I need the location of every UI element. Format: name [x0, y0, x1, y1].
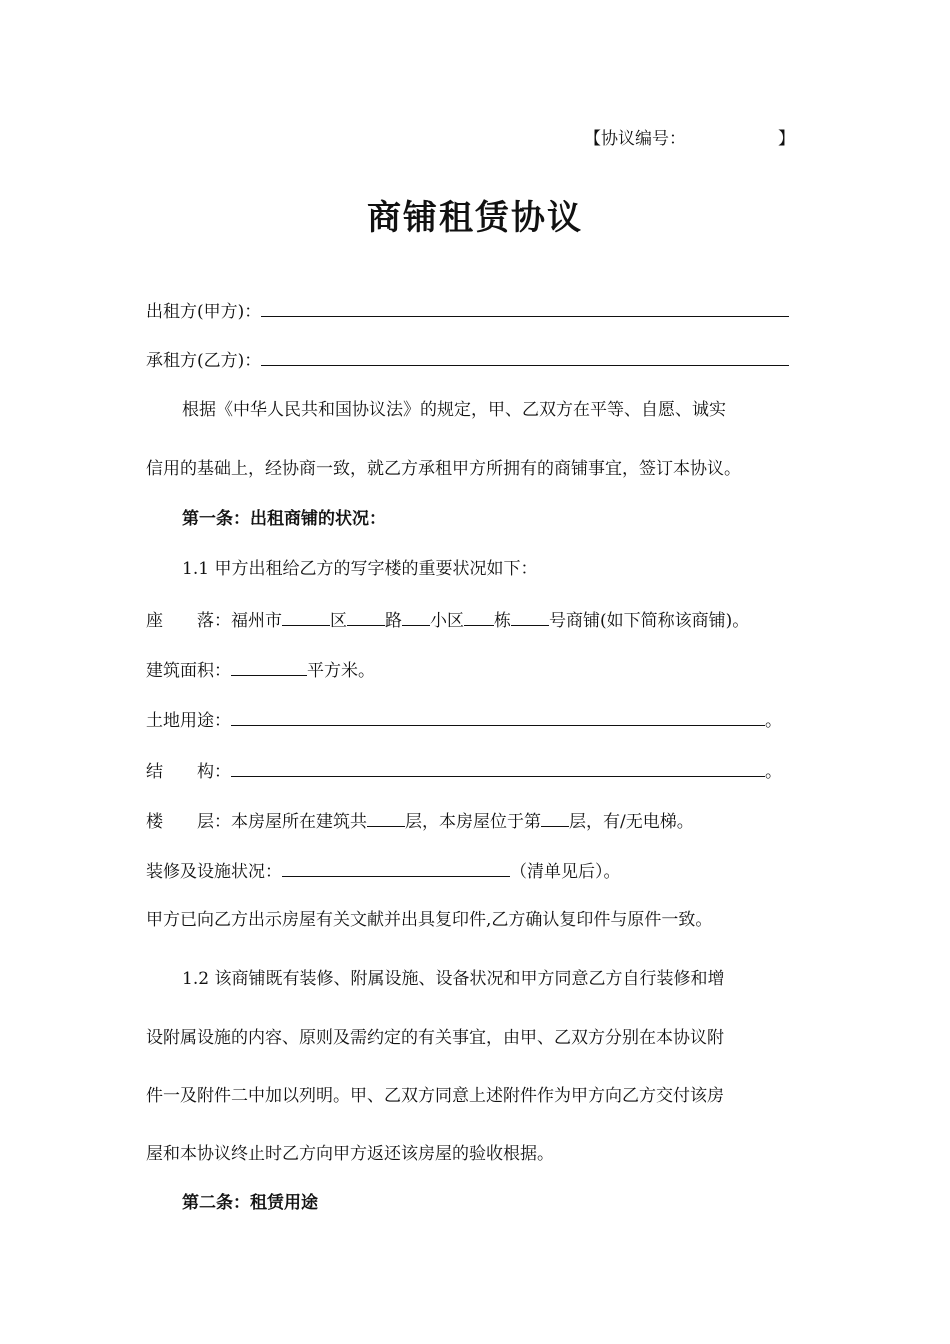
lessee-line	[146, 347, 789, 373]
floor-label: 楼 层：	[146, 812, 231, 832]
area-unit: 平方米。	[307, 661, 375, 681]
area-label: 建筑面积：	[146, 661, 231, 681]
community-blank	[402, 607, 430, 626]
floor-line	[146, 808, 694, 834]
location-community: 小区	[430, 611, 464, 631]
article-1-heading: 第一条：出租商铺的状况：	[182, 509, 386, 529]
clause-1-2-line-4: 屋和本协议终止时乙方向甲方返还该房屋的验收根据。	[146, 1144, 554, 1164]
lessor-blank	[261, 298, 789, 317]
location-district: 区	[330, 611, 347, 631]
clause-1-2-line-1: 1.2 该商铺既有装修、附属设施、设备状况和甲方同意乙方自行装修和增	[182, 969, 725, 989]
location-shop: 号商铺(如下简称该商铺)。	[549, 611, 750, 631]
page-title: 商铺租赁协议	[367, 198, 583, 238]
agreement-number-blank	[686, 126, 778, 144]
location-label: 座 落：	[146, 611, 231, 631]
preamble-line-1: 根据《中华人民共和国协议法》的规定，甲、乙双方在平等、自愿、诚实	[182, 400, 726, 420]
total-floors-blank	[367, 808, 405, 827]
lessor-line	[146, 298, 789, 324]
district-blank	[282, 607, 330, 626]
decoration-note: （清单见后）。	[510, 862, 621, 882]
floor-text-2: 层，本房屋位于第	[405, 812, 541, 832]
lessee-label: 承租方(乙方)：	[146, 351, 262, 371]
structure-label: 结 构：	[146, 762, 231, 782]
agreement-number-label: 【协议编号：	[584, 129, 686, 149]
clause-1-2-line-2: 设附属设施的内容、原则及需约定的有关事宜，由甲、乙双方分别在本协议附	[146, 1028, 724, 1048]
lessor-label: 出租方(甲方)：	[146, 302, 262, 322]
floor-text-3: 层，有/无电梯。	[569, 812, 694, 832]
location-city: 福州市	[231, 611, 282, 631]
clause-1-1: 1.1 甲方出租给乙方的写字楼的重要状况如下：	[182, 559, 538, 579]
decoration-line	[146, 858, 621, 884]
floor-text-1: 本房屋所在建筑共	[231, 812, 367, 832]
area-blank	[231, 657, 307, 676]
building-blank	[464, 607, 494, 626]
land-use-line	[146, 707, 782, 733]
road-blank	[347, 607, 385, 626]
structure-end: 。	[765, 762, 782, 782]
decoration-blank	[282, 858, 510, 877]
agreement-number	[584, 126, 795, 151]
clause-1-2-line-3: 件一及附件二中加以列明。甲、乙双方同意上述附件作为甲方向乙方交付该房	[146, 1086, 724, 1106]
agreement-number-close: 】	[778, 129, 795, 149]
structure-blank	[231, 758, 765, 777]
structure-line	[146, 758, 782, 784]
preamble-line-2: 信用的基础上，经协商一致，就乙方承租甲方所拥有的商铺事宜，签订本协议。	[146, 459, 741, 479]
land-use-blank	[231, 707, 765, 726]
lessee-blank	[261, 347, 789, 366]
land-use-end: 。	[765, 711, 782, 731]
location-line	[146, 607, 749, 633]
shop-blank	[511, 607, 549, 626]
location-building: 栋	[494, 611, 511, 631]
documents-line: 甲方已向乙方出示房屋有关文献并出具复印件,乙方确认复印件与原件一致。	[146, 910, 713, 930]
article-2-heading: 第二条：租赁用途	[182, 1193, 318, 1213]
floor-number-blank	[541, 808, 569, 827]
land-use-label: 土地用途：	[146, 711, 231, 731]
decoration-label: 装修及设施状况：	[146, 862, 282, 882]
area-line	[146, 657, 375, 683]
location-road: 路	[385, 611, 402, 631]
